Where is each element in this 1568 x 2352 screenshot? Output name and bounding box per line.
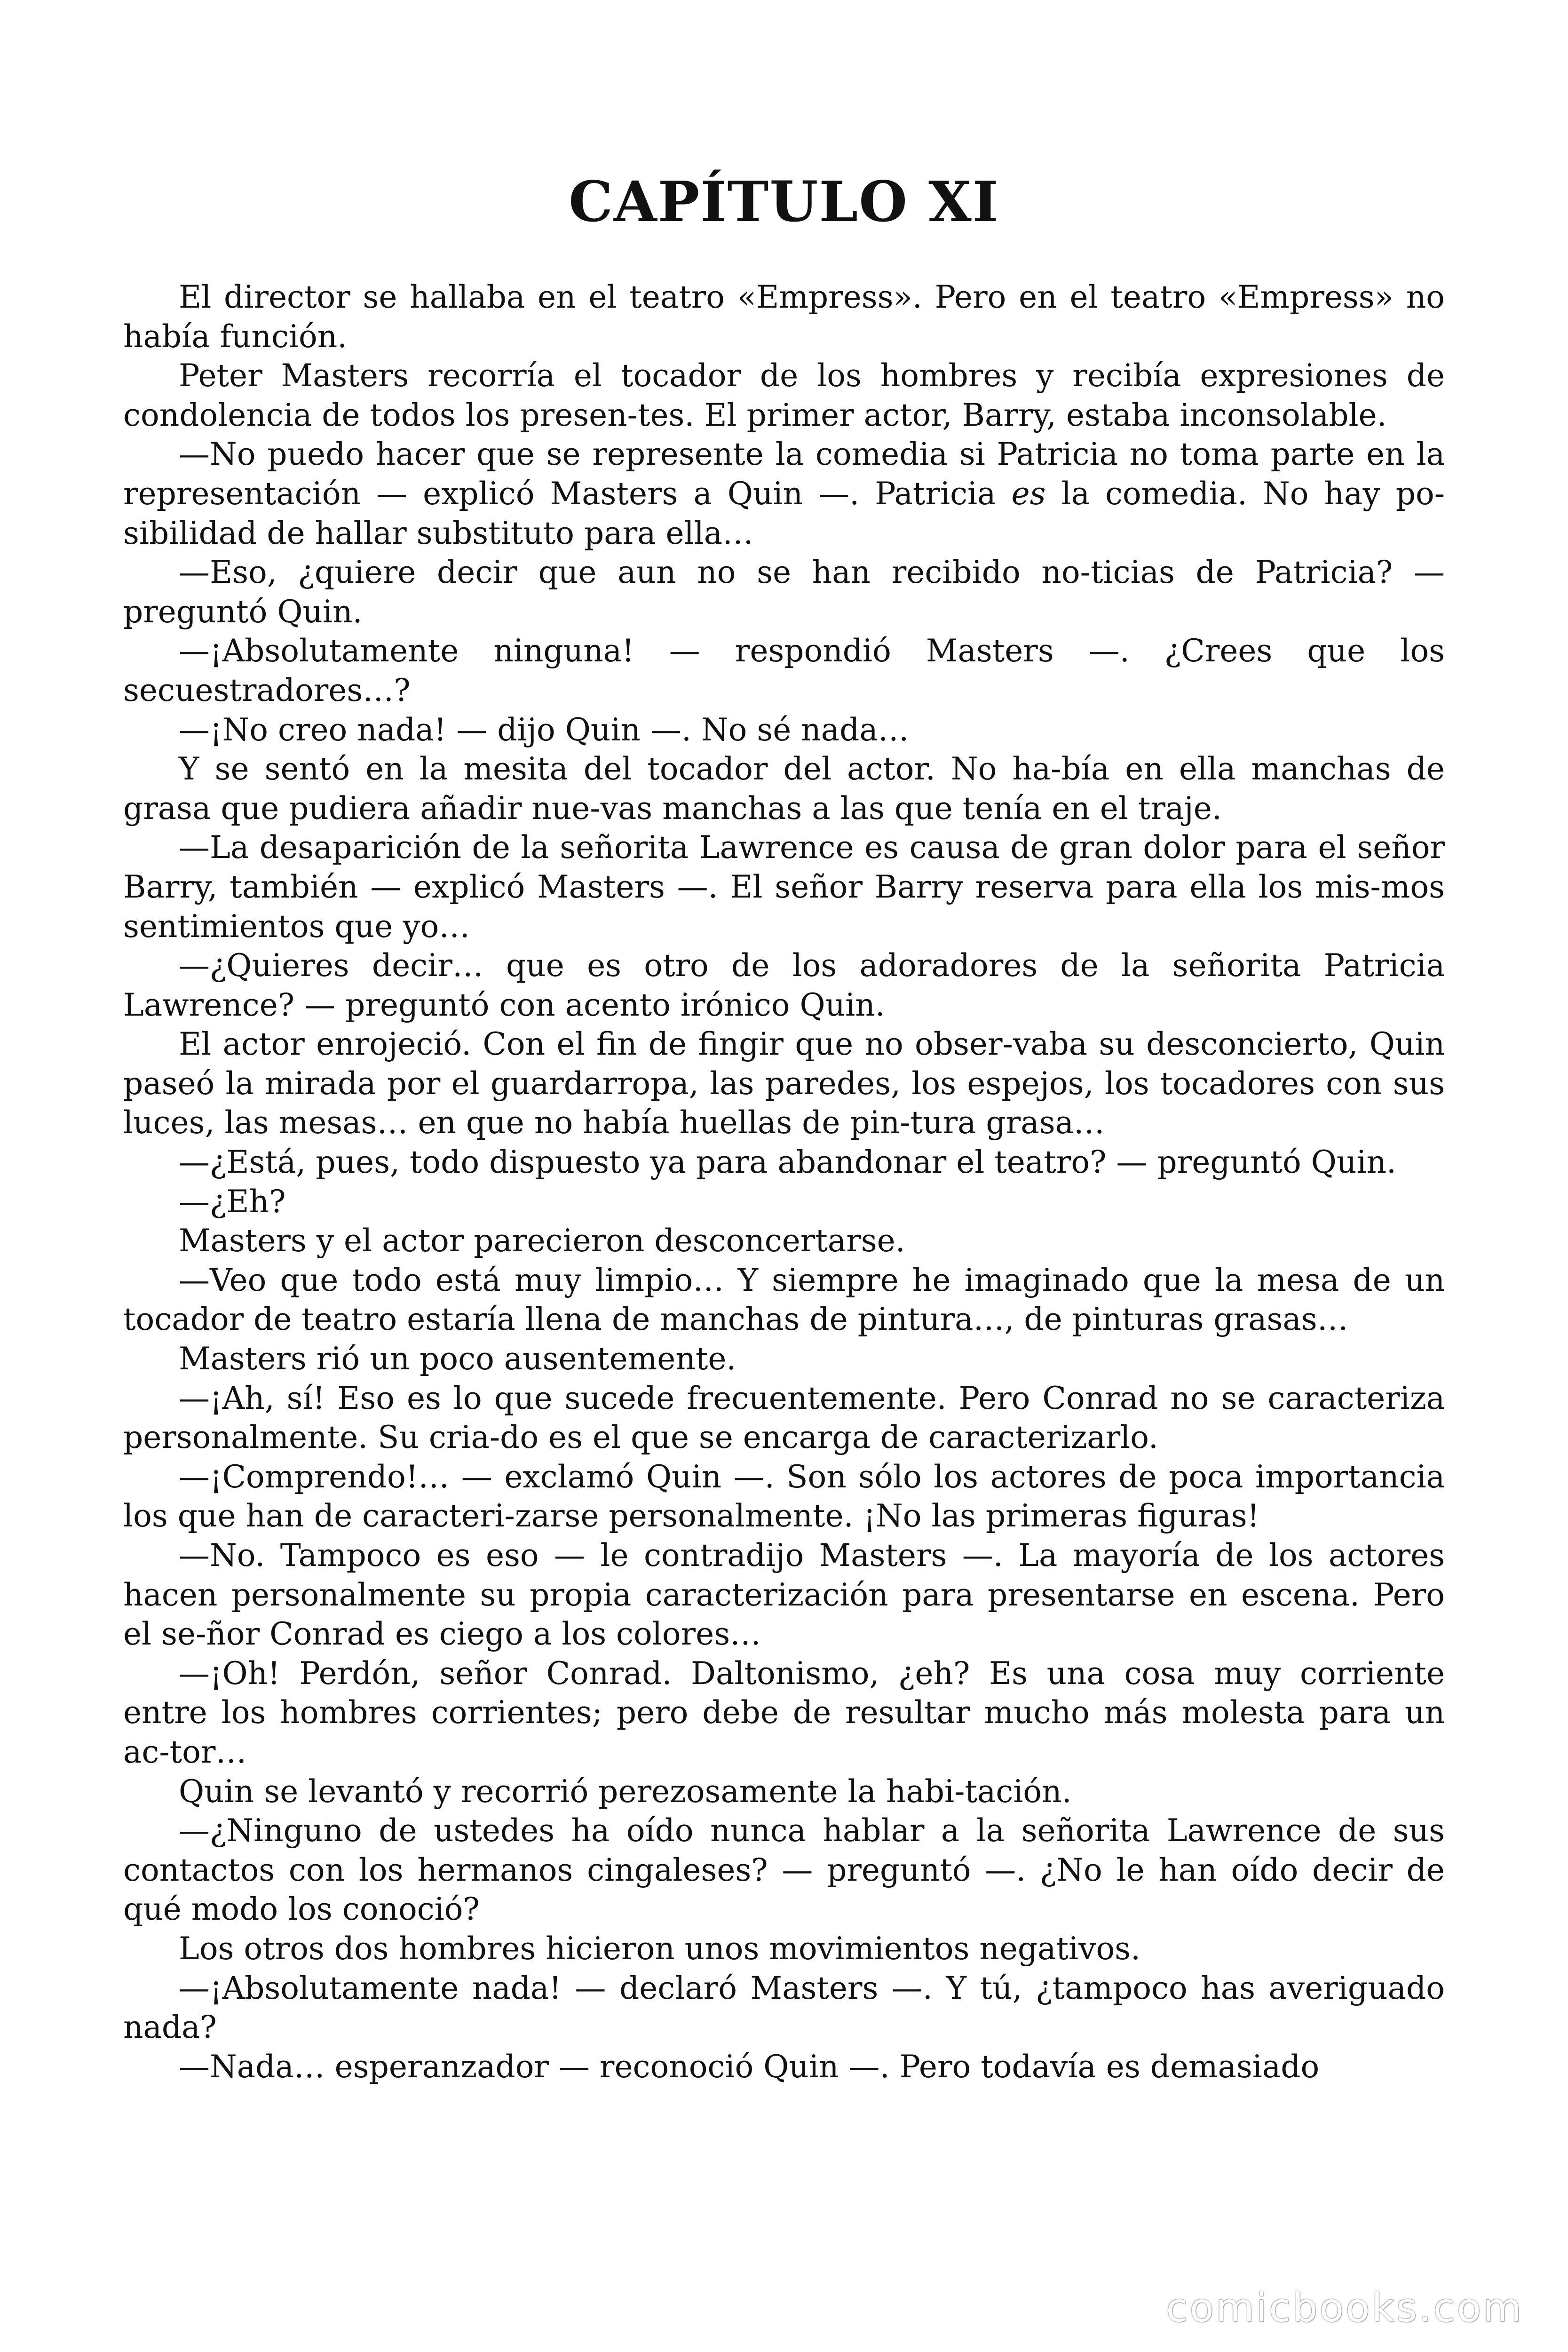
paragraph: —¡Oh! Perdón, señor Conrad. Daltonismo, ¿eh? Es una cosa muy corriente entre los hombres corrientes; pero debe de resultar mucho más molesta para un ac-tor… bbox=[123, 1655, 1445, 1770]
paragraph: —¡Comprendo!… — exclamó Quin —. Son sólo los actores de poca importancia los que han de caracteri-zarse personalmente. ¡No las primeras figuras! bbox=[123, 1458, 1445, 1534]
paragraph bbox=[123, 435, 1445, 553]
paragraph: —No. Tampoco es eso — le contradijo Masters —. La mayoría de los actores hacen personalmente su propia caracterización para presentarse en escena. Pero el se-ñor Conrad es ciego a los colores… bbox=[123, 1537, 1445, 1653]
paragraph: —¿Eh? bbox=[179, 1183, 286, 1220]
paragraph: —Eso, ¿quiere decir que aun no se han recibido no-ticias de Patricia? — preguntó Quin. bbox=[123, 554, 1445, 630]
paragraph: —¿Está, pues, todo dispuesto ya para abandonar el teatro? — preguntó Quin. bbox=[179, 1144, 1396, 1181]
paragraph: —¡No creo nada! — dijo Quin —. No sé nada… bbox=[179, 711, 909, 748]
paragraph-text: la comedia. No hay po-sibilidad de hallar substituto para ella… bbox=[123, 475, 1445, 551]
emphasis-text: es bbox=[1011, 475, 1046, 512]
paragraph: Masters y el actor parecieron desconcertarse. bbox=[179, 1223, 905, 1259]
chapter-title: CAPÍTULO XI bbox=[569, 169, 999, 235]
watermark: comicbooks.com bbox=[1166, 2285, 1523, 2331]
paragraph-text: —No puedo hacer que se represente la comedia si Patricia no toma parte en la representación — explicó Masters a Quin —. Patricia bbox=[123, 436, 1445, 512]
paragraph: El actor enrojeció. Con el fin de fingir que no obser-vaba su desconcierto, Quin paseó la mirada por el guardarropa, las paredes, los espejos, los tocadores con sus luces, las mesas… en que no había huellas de pin-tura grasa… bbox=[123, 1026, 1445, 1141]
paragraph: —¡Ah, sí! Eso es lo que sucede frecuentemente. Pero Conrad no se caracteriza personalmente. Su cria-do es el que se encarga de caracterizarlo. bbox=[123, 1380, 1445, 1456]
paragraph: —¡Absolutamente nada! — declaró Masters —. Y tú, ¿tampoco has averiguado nada? bbox=[123, 1970, 1445, 2046]
paragraph: Masters rió un poco ausentemente. bbox=[179, 1341, 736, 1377]
paragraph: —¿Ninguno de ustedes ha oído nunca hablar a la señorita Lawrence de sus contactos con los hermanos cingaleses? — preguntó —. ¿No le han oído decir de qué modo los conoció? bbox=[123, 1812, 1445, 1928]
paragraph: —¿Quieres decir… que es otro de los adoradores de la señorita Patricia Lawrence? — preguntó con acento irónico Quin. bbox=[123, 947, 1445, 1023]
paragraph: —La desaparición de la señorita Lawrence es causa de gran dolor para el señor Barry, también — explicó Masters —. El señor Barry reserva para ella los mis-mos sentimientos que yo… bbox=[123, 829, 1445, 945]
body-text bbox=[123, 278, 1445, 2086]
paragraph: El director se hallaba en el teatro «Empress». Pero en el teatro «Empress» no había función. bbox=[123, 279, 1445, 355]
paragraph: Quin se levantó y recorrió perezosamente la habi-tación. bbox=[179, 1773, 1072, 1810]
paragraph: —Veo que todo está muy limpio… Y siempre he imaginado que la mesa de un tocador de teatro estaría llena de manchas de pintura…, de pinturas grasas… bbox=[123, 1262, 1445, 1338]
paragraph: Los otros dos hombres hicieron unos movimientos negativos. bbox=[179, 1930, 1141, 1967]
paragraph: Y se sentó en la mesita del tocador del actor. No ha-bía en ella manchas de grasa que pudiera añadir nue-vas manchas a las que tenía en el traje. bbox=[123, 751, 1445, 826]
paragraph: —Nada… esperanzador — reconoció Quin —. Pero todavía es demasiado bbox=[179, 2048, 1320, 2085]
paragraph: —¡Absolutamente ninguna! — respondió Masters —. ¿Crees que los secuestradores…? bbox=[123, 633, 1445, 708]
paragraph: Peter Masters recorría el tocador de los hombres y recibía expresiones de condolencia de todos los presen-tes. El primer actor, Barry, estaba inconsolable. bbox=[123, 358, 1445, 433]
